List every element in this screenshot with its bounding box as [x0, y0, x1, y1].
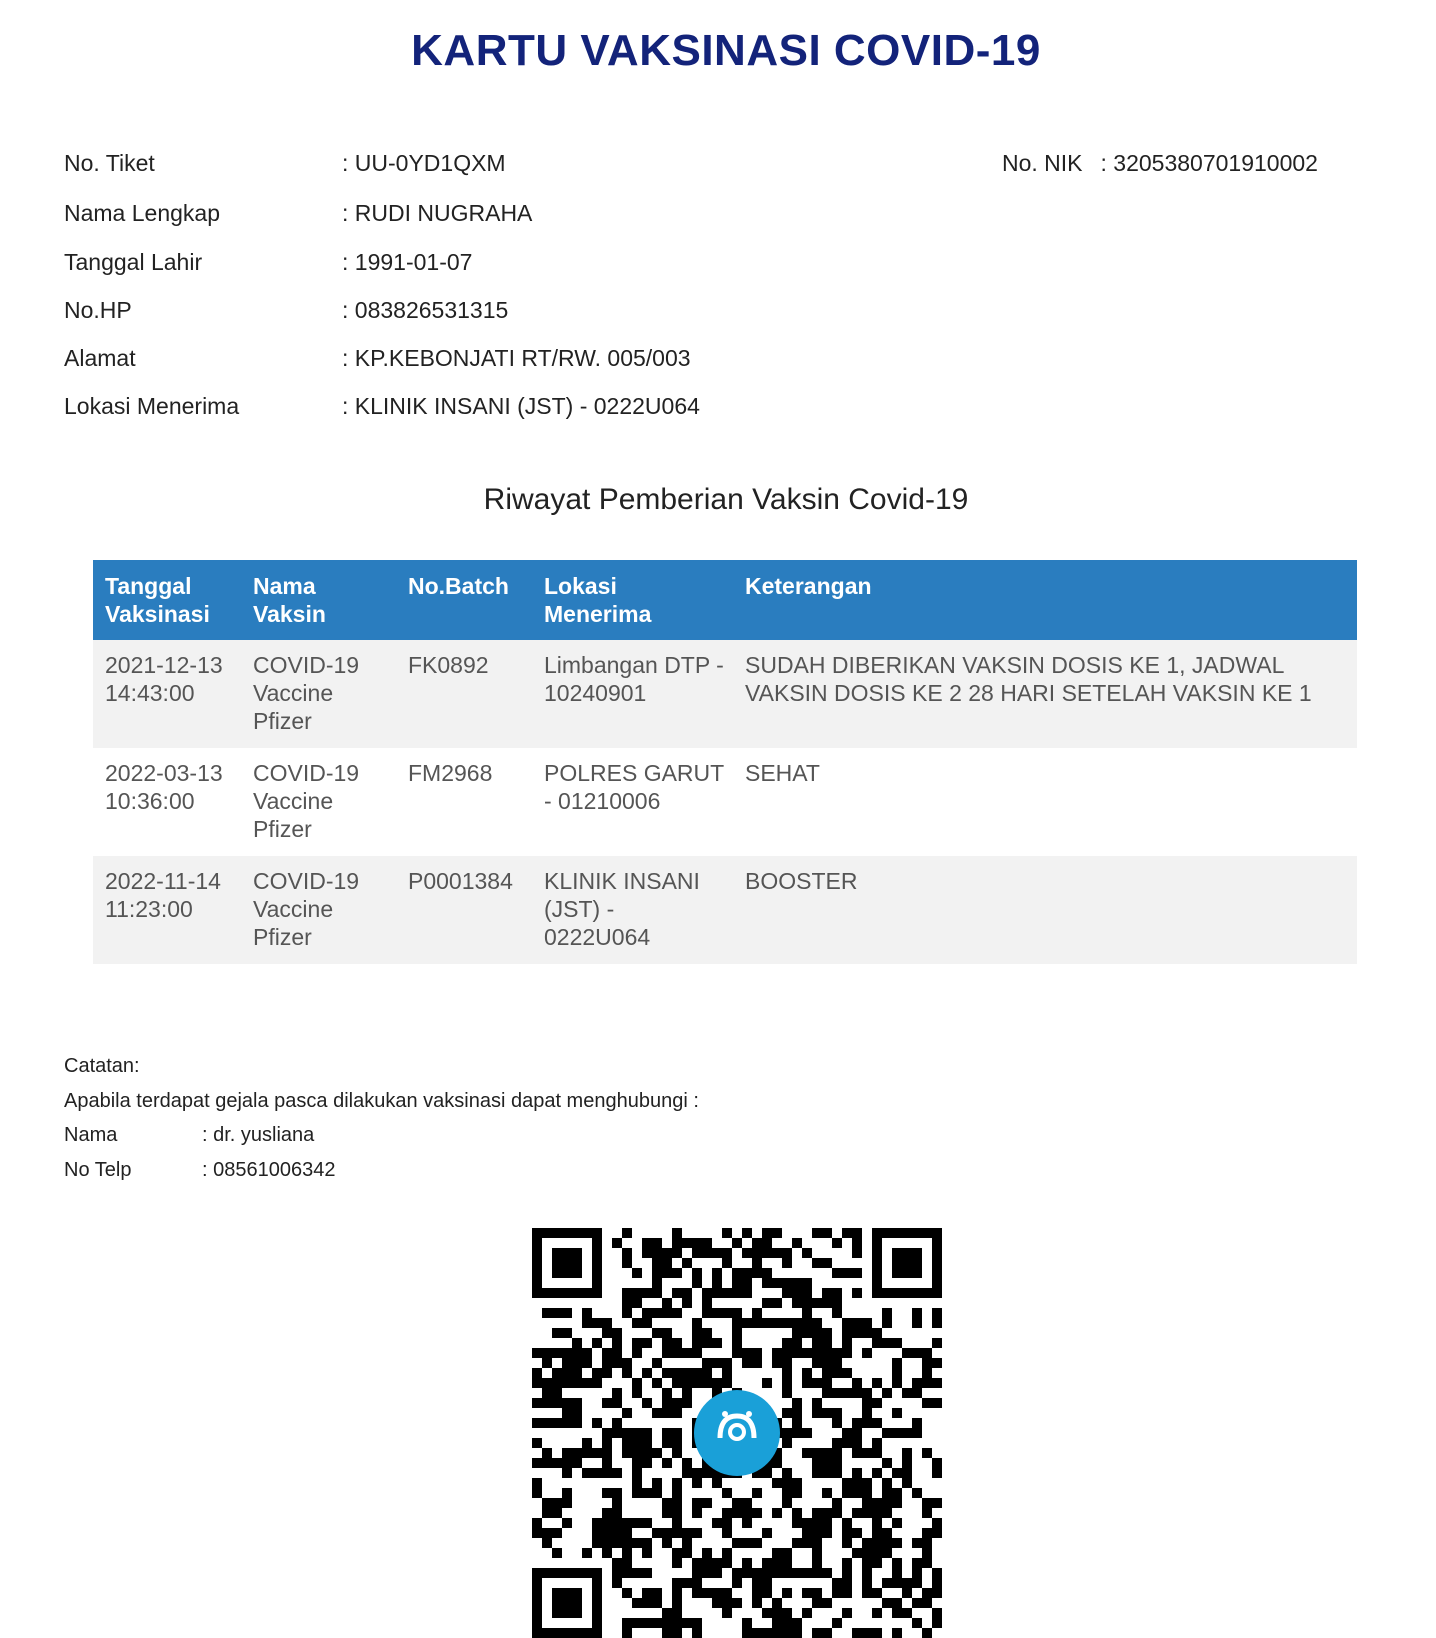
- cell-notes: BOOSTER: [733, 856, 1357, 964]
- notes-heading: Catatan:: [64, 1055, 140, 1077]
- info-label: No. Tiket: [64, 150, 155, 176]
- col-header-date: Tanggal Vaksinasi: [93, 560, 241, 640]
- table-row: [93, 640, 1357, 748]
- history-title: Riwayat Pemberian Vaksin Covid-19: [483, 483, 969, 516]
- nik-field: [1002, 150, 1318, 177]
- contact-value: : dr. yusliana: [202, 1124, 315, 1146]
- nik-label: No. NIK: [1002, 150, 1083, 176]
- cell-location: POLRES GARUT - 01210006: [532, 748, 733, 856]
- contact-name: [64, 1121, 699, 1156]
- cell-location: KLINIK INSANI (JST) - 0222U064: [532, 856, 733, 964]
- card-title: KARTU VAKSINASI COVID-19: [411, 26, 1041, 75]
- info-label: No.HP: [64, 297, 132, 323]
- cell-batch: P0001384: [396, 856, 532, 964]
- vaccination-history-table: [93, 560, 1357, 964]
- contact-phone: [64, 1156, 699, 1191]
- info-label: Tanggal Lahir: [64, 249, 203, 275]
- info-label: Lokasi Menerima: [64, 393, 240, 419]
- cell-vaccine: COVID-19 Vaccine Pfizer: [241, 748, 396, 856]
- contact-label: No Telp: [64, 1158, 132, 1181]
- table-header-row: [93, 560, 1357, 640]
- col-header-notes: Keterangan: [733, 560, 1357, 640]
- info-value: : RUDI NUGRAHA: [342, 200, 533, 226]
- cell-notes: SEHAT: [733, 748, 1357, 856]
- table-row: [93, 748, 1357, 856]
- contact-value: : 08561006342: [202, 1158, 336, 1181]
- info-value: : 1991-01-07: [342, 249, 473, 275]
- cell-location: Limbangan DTP - 10240901: [532, 640, 733, 748]
- col-header-batch: No.Batch: [396, 560, 532, 640]
- cell-notes: SUDAH DIBERIKAN VAKSIN DOSIS KE 1, JADWAL VAKSIN DOSIS KE 2 28 HARI SETELAH VAKSIN KE 1: [733, 640, 1357, 748]
- cell-vaccine: COVID-19 Vaccine Pfizer: [241, 856, 396, 964]
- cell-batch: FK0892: [396, 640, 532, 748]
- cell-batch: FM2968: [396, 748, 532, 856]
- cell-date: 2022-03-13 10:36:00: [93, 748, 241, 856]
- info-value: : KLINIK INSANI (JST) - 0222U064: [342, 393, 700, 419]
- info-label: Alamat: [64, 345, 136, 371]
- info-value: : KP.KEBONJATI RT/RW. 005/003: [342, 345, 691, 371]
- info-value: : UU-0YD1QXM: [342, 150, 506, 176]
- contact-label: Nama: [64, 1124, 118, 1146]
- cell-date: 2021-12-13 14:43:00: [93, 640, 241, 748]
- nik-value: : 3205380701910002: [1100, 150, 1318, 176]
- cell-vaccine: COVID-19 Vaccine Pfizer: [241, 640, 396, 748]
- cell-date: 2022-11-14 11:23:00: [93, 856, 241, 964]
- pedulilindungi-logo-icon: [712, 1408, 762, 1448]
- notes-text: Apabila terdapat gejala pasca dilakukan vaksinasi dapat menghubungi :: [64, 1089, 699, 1112]
- table-row: [93, 856, 1357, 964]
- info-value: : 083826531315: [342, 297, 509, 323]
- notes-section: [64, 1052, 699, 1190]
- col-header-vaccine: Nama Vaksin: [241, 560, 396, 640]
- col-header-location: Lokasi Menerima: [532, 560, 733, 640]
- info-label: Nama Lengkap: [64, 200, 220, 226]
